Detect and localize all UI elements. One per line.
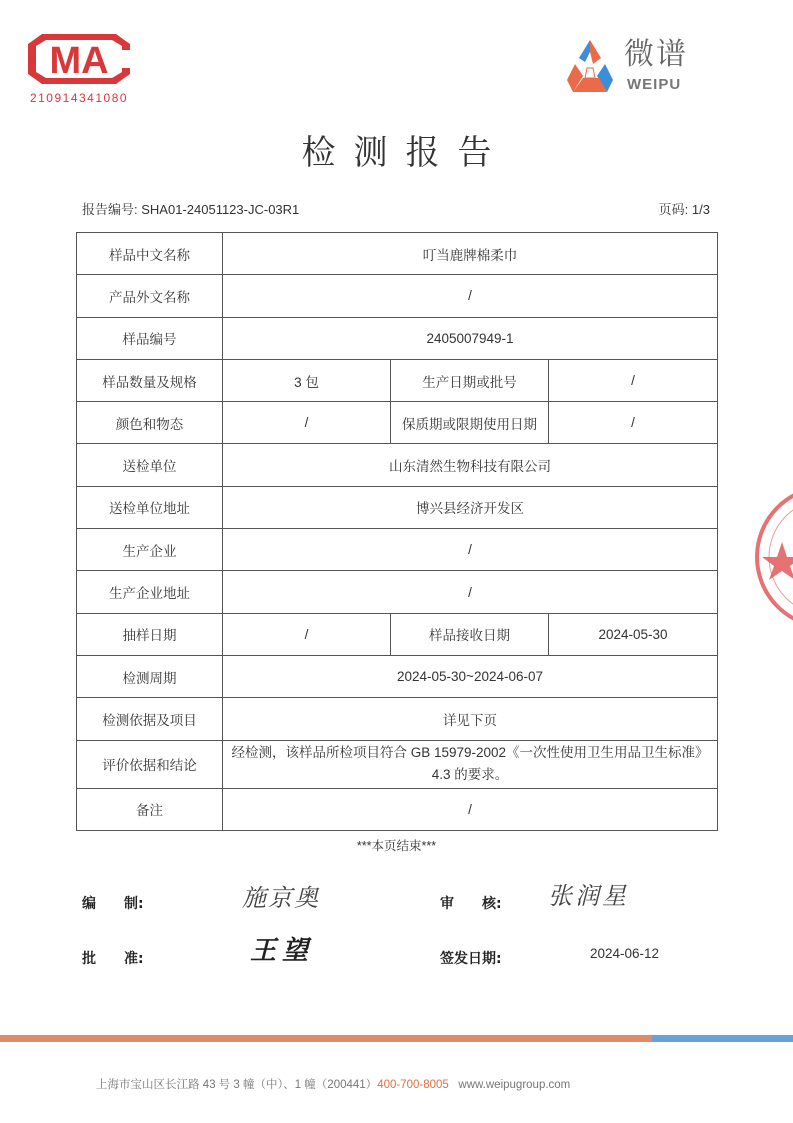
weipu-logo-icon — [565, 38, 615, 96]
page-title: 检测报告 — [301, 133, 510, 173]
approver-signature: 王望 — [250, 936, 315, 966]
value: / — [549, 359, 718, 401]
page-value: 1/3 — [691, 202, 710, 217]
compiler-signature: 施京奥 — [242, 884, 320, 912]
value: 叮当鹿牌棉柔巾 — [223, 233, 718, 275]
table-row — [77, 613, 718, 655]
label: 保质期或限期使用日期 — [391, 402, 549, 444]
table-row — [77, 529, 718, 571]
value: 3 包 — [223, 359, 391, 401]
value: / — [223, 275, 718, 317]
label: 产品外文名称 — [77, 275, 223, 317]
value: / — [549, 402, 718, 444]
value — [223, 740, 718, 788]
footer-address: 上海市宝山区长江路 43 号 3 幢（中）、1 幢（200441） — [96, 1079, 378, 1091]
value: 2405007949-1 — [223, 317, 718, 359]
value: / — [223, 571, 718, 613]
report-number — [82, 199, 299, 218]
value: 2024-05-30 — [549, 613, 718, 655]
table-row — [77, 275, 718, 317]
sign-date: 2024-06-12 — [590, 946, 660, 961]
page-end-text: ***本页结束*** — [356, 839, 437, 853]
cma-logo — [22, 30, 136, 88]
label: 检测周期 — [77, 655, 223, 697]
sign-date-label: 签发日期: — [440, 951, 502, 967]
approver-label: 批 准: — [82, 951, 144, 967]
label: 检测依据及项目 — [77, 698, 223, 740]
conclusion-line-1: 经检测，该样品所检项目符合 GB 15979-2002《一次性使用卫生用品卫生标准》 — [231, 745, 709, 761]
footer-website: www.weipugroup.com — [458, 1079, 571, 1091]
label: 样品接收日期 — [391, 613, 549, 655]
label: 送检单位地址 — [77, 486, 223, 528]
report-number-value: SHA01-24051123-JC-03R1 — [141, 202, 300, 217]
label: 生产企业 — [77, 529, 223, 571]
label: 颜色和物态 — [77, 402, 223, 444]
table-row — [77, 740, 718, 788]
table-row — [77, 317, 718, 359]
conclusion-line-2: 4.3 的要求。 — [431, 767, 509, 783]
label: 抽样日期 — [77, 613, 223, 655]
value: 详见下页 — [223, 698, 718, 740]
table-row — [77, 359, 718, 401]
compiler-label: 编 制: — [82, 896, 144, 912]
table-row — [77, 233, 718, 275]
footer — [96, 1076, 570, 1092]
table-row — [77, 571, 718, 613]
table-row — [77, 486, 718, 528]
value: / — [223, 613, 391, 655]
page-label: 页码: — [658, 202, 689, 217]
label: 评价依据和结论 — [77, 740, 223, 788]
label: 送检单位 — [77, 444, 223, 486]
table-row — [77, 788, 718, 830]
value: 博兴县经济开发区 — [223, 486, 718, 528]
table-row — [77, 655, 718, 697]
cma-label: MA — [49, 40, 109, 82]
report-number-label: 报告编号: — [82, 202, 138, 217]
cma-number: 210914341080 — [29, 91, 129, 105]
value: / — [223, 788, 718, 830]
footer-bar-orange — [0, 1035, 652, 1042]
value: / — [223, 402, 391, 444]
official-seal — [752, 482, 793, 632]
footer-phone: 400-700-8005 — [377, 1079, 449, 1091]
page-number — [659, 199, 710, 218]
footer-bar-blue — [652, 1035, 793, 1042]
label: 备注 — [77, 788, 223, 830]
table-row — [77, 402, 718, 444]
logo-text-cn: 微谱 — [624, 37, 688, 72]
label: 生产企业地址 — [77, 571, 223, 613]
table-row — [77, 444, 718, 486]
label: 样品中文名称 — [77, 233, 223, 275]
label: 样品编号 — [77, 317, 223, 359]
value: 山东清然生物科技有限公司 — [223, 444, 718, 486]
label: 样品数量及规格 — [77, 359, 223, 401]
logo-text-en: WEIPU — [627, 76, 682, 93]
label: 生产日期或批号 — [391, 359, 549, 401]
reviewer-signature: 张润星 — [548, 882, 629, 910]
value: / — [223, 529, 718, 571]
value: 2024-05-30~2024-06-07 — [223, 655, 718, 697]
report-info-table — [76, 232, 718, 831]
table-row — [77, 698, 718, 740]
reviewer-label: 审 核: — [440, 896, 502, 912]
